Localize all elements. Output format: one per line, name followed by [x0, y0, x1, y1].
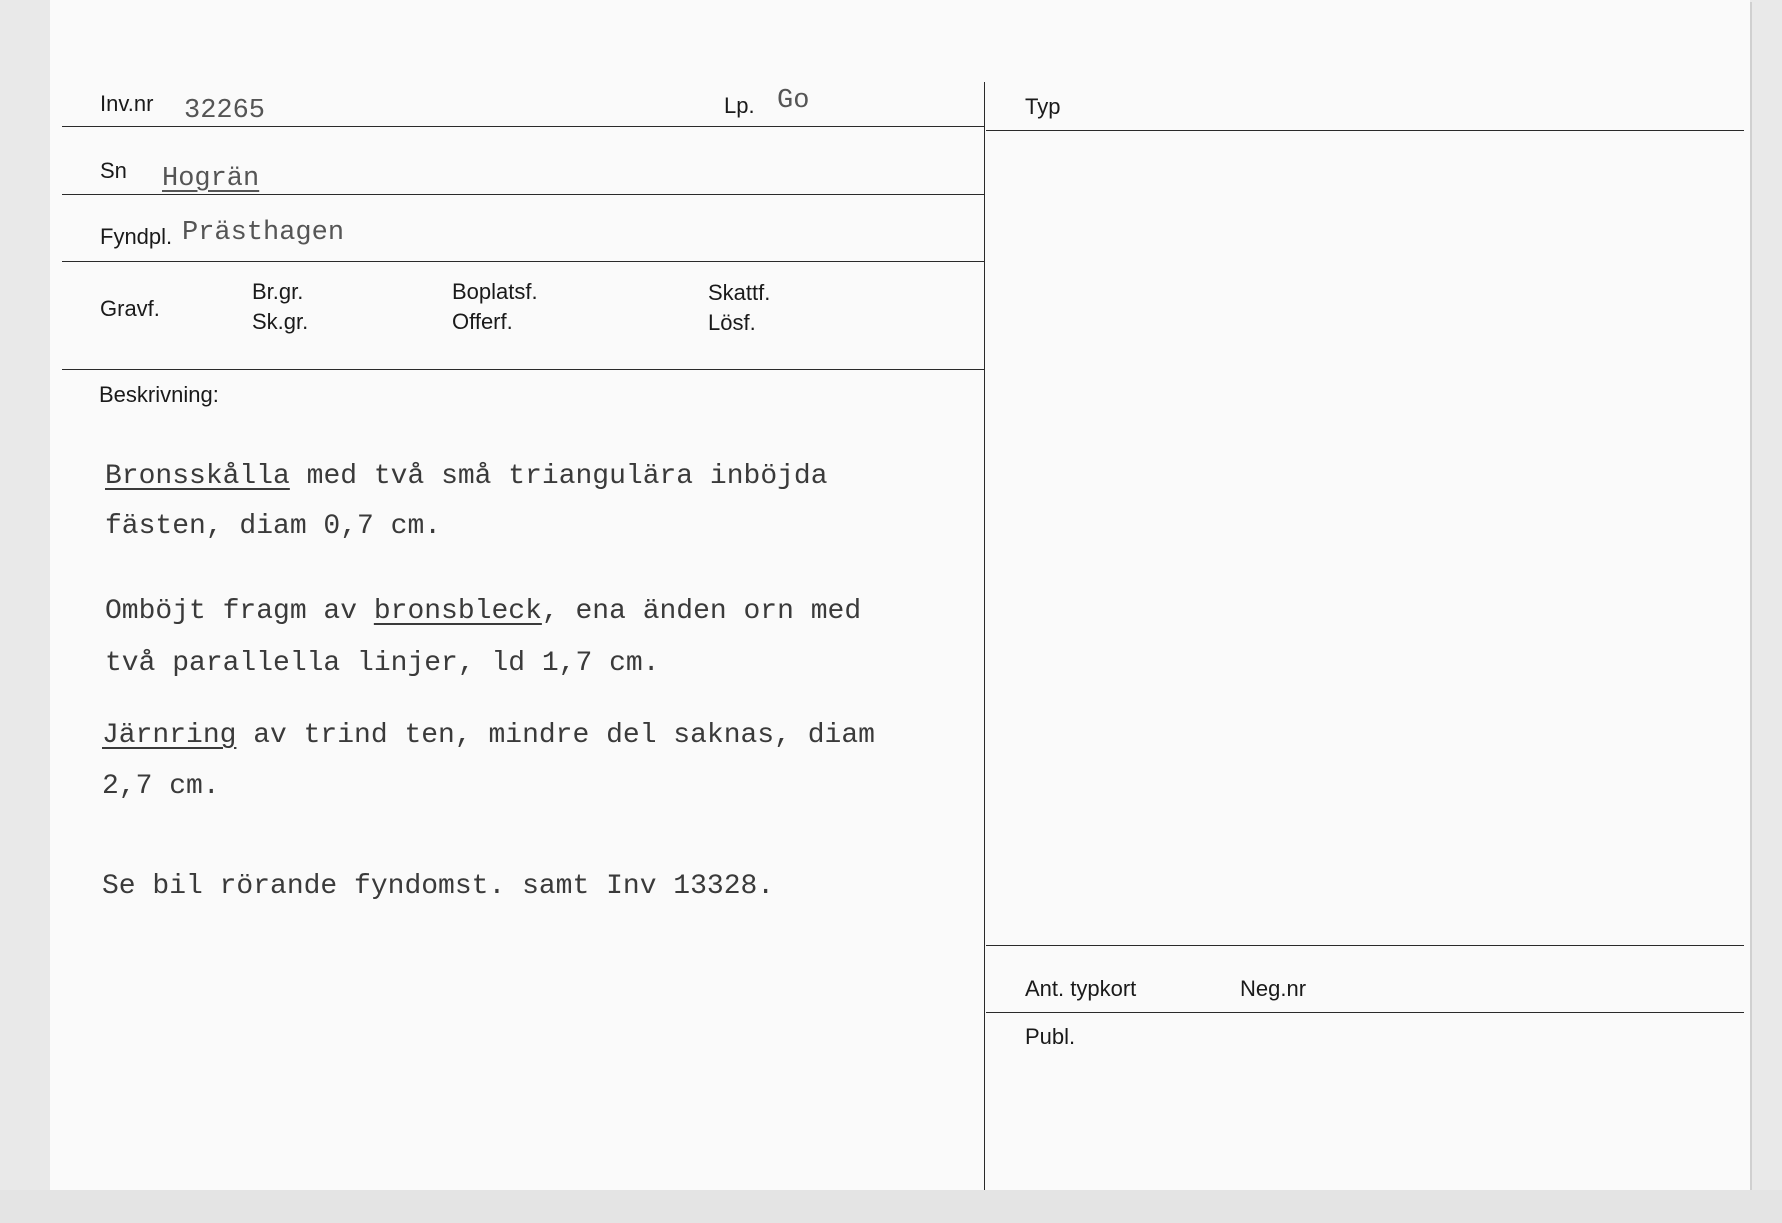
lp-value: Go — [777, 86, 810, 116]
rule-ant-bottom — [986, 1012, 1744, 1013]
description-p3-line1 — [102, 722, 875, 750]
boplatsf-label: Boplatsf. — [452, 279, 538, 304]
description-p1-line1 — [105, 463, 828, 491]
description-p4-line1: Se bil rörande fyndomst. samt Inv 13328. — [102, 871, 775, 902]
losf-label: Lösf. — [708, 310, 756, 335]
publ-label: Publ. — [1025, 1024, 1076, 1049]
lp-label: Lp. — [724, 93, 755, 118]
skgr-label: Sk.gr. — [252, 309, 309, 334]
skattf-label: Skattf. — [708, 280, 771, 305]
inv-value: 32265 — [184, 96, 266, 126]
description-p2-line2: två parallella linjer, ld 1,7 cm. — [105, 648, 660, 679]
column-divider — [984, 82, 985, 1190]
term-jarnring: Järnring — [102, 720, 237, 751]
rule-sn — [62, 194, 984, 195]
offerf-label: Offerf. — [452, 309, 513, 334]
description-p2-line1 — [105, 598, 861, 626]
rule-inv — [62, 126, 984, 127]
description-p3-line2: 2,7 cm. — [102, 771, 220, 802]
negnr-label: Neg.nr — [1240, 976, 1307, 1001]
description-p1-line2: fästen, diam 0,7 cm. — [105, 511, 442, 542]
beskrivning-label: Beskrivning: — [99, 382, 219, 407]
sn-value: Hogrän — [162, 164, 260, 194]
ant-typkort-label: Ant. typkort — [1025, 976, 1137, 1001]
catalog-card — [50, 0, 1750, 1190]
rule-fyndpl — [62, 261, 984, 262]
p1-line1-text: med två små triangulära inböjda — [289, 461, 828, 492]
typ-label: Typ — [1025, 94, 1061, 119]
inv-label: Inv.nr — [100, 91, 154, 116]
sn-label: Sn — [100, 158, 127, 183]
p3-line1-text: av trind ten, mindre del saknas, diam — [236, 720, 875, 751]
term-bronsskalla: Bronsskålla — [105, 461, 290, 492]
rule-typ — [986, 130, 1744, 131]
p2-line1-pre: Omböjt fragm av — [105, 596, 374, 627]
p2-line1-rest: , ena änden orn med — [541, 596, 862, 627]
scan-edge — [0, 1190, 1782, 1223]
brgr-label: Br.gr. — [252, 279, 304, 304]
fyndpl-label: Fyndpl. — [100, 224, 173, 249]
rule-ant-top — [986, 945, 1744, 946]
rule-category — [62, 369, 984, 370]
gravf-label: Gravf. — [100, 296, 160, 321]
fyndpl-value: Prästhagen — [182, 218, 345, 248]
term-bronsbleck: bronsbleck — [373, 596, 542, 627]
